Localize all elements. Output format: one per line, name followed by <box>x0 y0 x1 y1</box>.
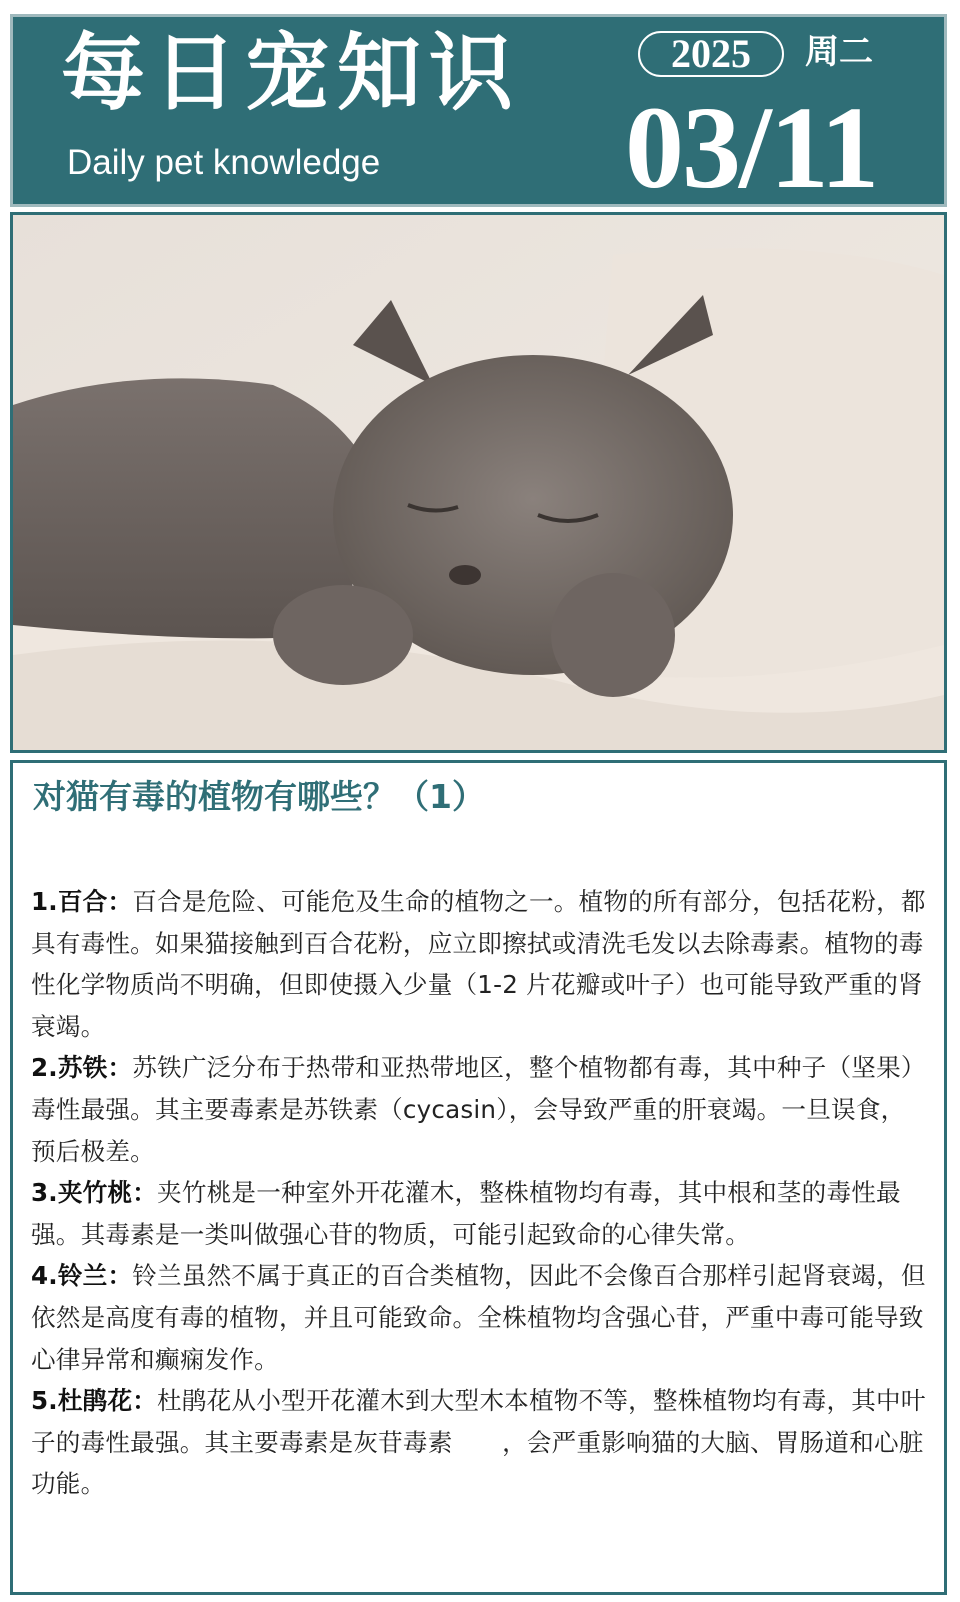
sleeping-cat-illustration <box>13 215 944 750</box>
item-text: 苏铁广泛分布于热带和亚热带地区，整个植物都有毒，其中种子（坚果）毒性最强。其主要毒素是苏铁素（cycasin），会导致严重的肝衰竭。一旦误食，预后极差。 <box>31 1053 926 1166</box>
item-text: 夹竹桃是一种室外开花灌木，整株植物均有毒，其中根和茎的毒性最强。其毒素是一类叫做强心苷的物质，可能引起致命的心律失常。 <box>31 1178 901 1249</box>
list-item <box>31 1047 926 1172</box>
header-banner <box>10 14 947 213</box>
title-english: Daily pet knowledge <box>67 143 381 182</box>
list-item <box>31 881 926 1047</box>
item-label: 4.铃兰： <box>31 1261 133 1291</box>
item-label: 1.百合： <box>31 887 133 916</box>
plant-list <box>31 881 926 1505</box>
item-text: 铃兰虽然不属于真正的百合类植物，因此不会像百合那样引起肾衰竭，但依然是高度有毒的植物，并且可能致命。全株植物均含强心苷，严重中毒可能导致心律异常和癫痫发作。 <box>31 1261 926 1374</box>
item-text: 杜鹃花从小型开花灌木到大型木本植物不等，整株植物均有毒，其中叶子的毒性最强。其主要毒素是灰苷毒素 ，会严重影响猫的大脑、胃肠道和心脏功能。 <box>31 1386 926 1499</box>
year-badge: 2025 <box>638 31 784 77</box>
item-text: 百合是危险、可能危及生命的植物之一。植物的所有部分，包括花粉，都具有毒性。如果猫接触到百合花粉，应立即擦拭或清洗毛发以去除毒素。植物的毒性化学物质尚不明确，但即使摄入少量（1-2 片花瓣或叶子）也可能导致严重的肾衰竭。 <box>31 887 926 1041</box>
date-label: 03/11 <box>625 82 878 213</box>
article-question: 对猫有毒的植物有哪些？（1） <box>33 777 485 816</box>
weekday-label: 周二 <box>805 32 873 72</box>
article-panel <box>10 760 947 1595</box>
cat-photo <box>10 212 947 753</box>
list-item <box>31 1172 926 1255</box>
list-item <box>31 1380 926 1505</box>
item-label: 3.夹竹桃： <box>31 1178 158 1208</box>
title-chinese: 每日宠知识 <box>61 23 522 122</box>
item-label: 2.苏铁： <box>31 1053 133 1083</box>
item-label: 5.杜鹃花： <box>31 1386 158 1416</box>
list-item <box>31 1255 926 1380</box>
